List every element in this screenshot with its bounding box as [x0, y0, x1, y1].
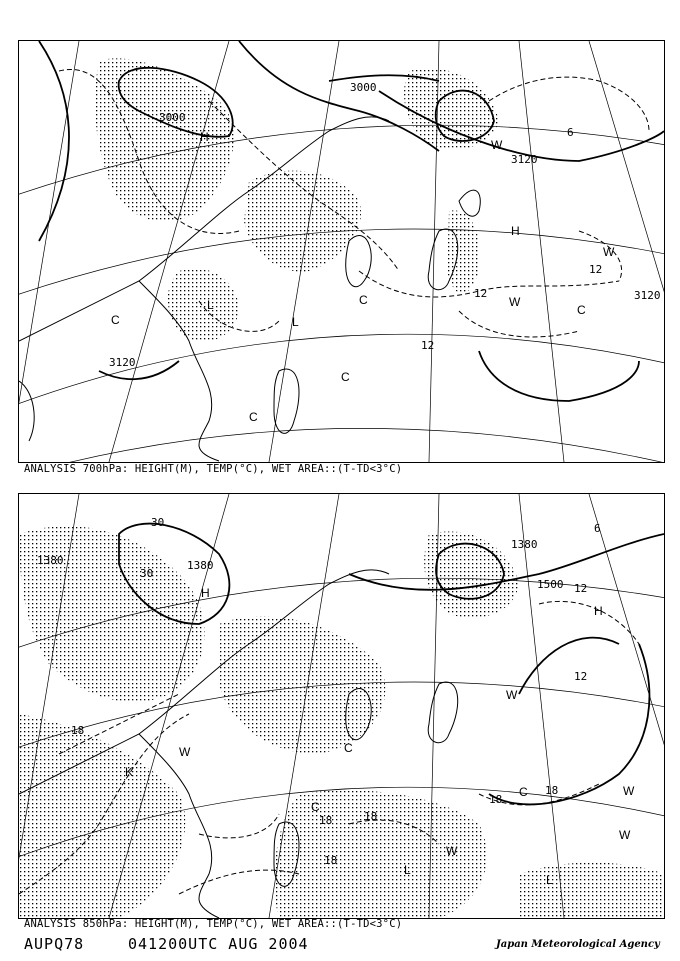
temp-label: 30 [140, 567, 154, 580]
height-label: 3000 [350, 81, 377, 94]
center-label: C [341, 370, 350, 384]
height-label: 1380 [187, 559, 214, 572]
height-label: 3000 [159, 111, 186, 124]
temp-label: 18 [324, 854, 338, 867]
height-label: 1380 [511, 538, 538, 551]
center-label: W [506, 688, 518, 702]
temp-label: 12 [574, 582, 588, 595]
center-label: H [201, 586, 210, 600]
center-label: L [207, 298, 214, 312]
temp-label: 18 [545, 784, 559, 797]
center-label: W [619, 828, 631, 842]
center-label: L [404, 863, 411, 877]
temp-label: 12 [574, 670, 588, 683]
height-label: 3120 [634, 289, 661, 302]
temp-label: 18 [489, 793, 503, 806]
temp-label: 30 [151, 516, 165, 529]
agency-name: Japan Meteorological Agency [496, 939, 660, 950]
temp-label: 12 [474, 287, 488, 300]
chart-code: AUPQ78 [24, 935, 85, 953]
caption-850hpa: ANALYSIS 850hPa: HEIGHT(M), TEMP(°C), WET AREA::(T-TD<3°C) [24, 918, 403, 930]
map-850hpa-svg [19, 494, 664, 918]
center-label: L [546, 873, 553, 887]
center-label: C [111, 313, 120, 327]
center-label: W [623, 784, 635, 798]
center-label: W [603, 245, 615, 259]
temp-label: 18 [71, 724, 85, 737]
temp-label: 12 [421, 339, 435, 352]
temp-label: 6 [594, 522, 601, 535]
center-label: W [446, 844, 458, 858]
center-label: W [509, 295, 521, 309]
center-label: H [594, 604, 603, 618]
temp-label: 12 [589, 263, 603, 276]
center-label: W [491, 138, 503, 152]
map-panel-850hpa [18, 493, 665, 919]
center-label: H [511, 224, 520, 238]
height-label: 3120 [109, 356, 136, 369]
center-label: L [292, 315, 299, 329]
center-label: C [249, 410, 258, 424]
temp-label: 18 [364, 810, 378, 823]
map-panel-700hpa [18, 40, 665, 463]
caption-700hpa: ANALYSIS 700hPa: HEIGHT(M), TEMP(°C), WET AREA::(T-TD<3°C) [24, 463, 403, 475]
center-label: C [519, 785, 528, 799]
map-700hpa-svg [19, 41, 664, 462]
height-label: 3120 [511, 153, 538, 166]
center-label: K [125, 765, 134, 779]
temp-label: 6 [567, 126, 574, 139]
height-label: 1500 [537, 578, 564, 591]
chart-datetime: 041200UTC AUG 2004 [128, 935, 309, 953]
height-label: 1380 [37, 554, 64, 567]
center-label: C [311, 800, 320, 814]
center-label: C [359, 293, 368, 307]
temp-label: 18 [319, 814, 333, 827]
center-label: C [344, 741, 353, 755]
center-label: W [179, 745, 191, 759]
center-label: C [577, 303, 586, 317]
center-label: H [200, 130, 209, 144]
